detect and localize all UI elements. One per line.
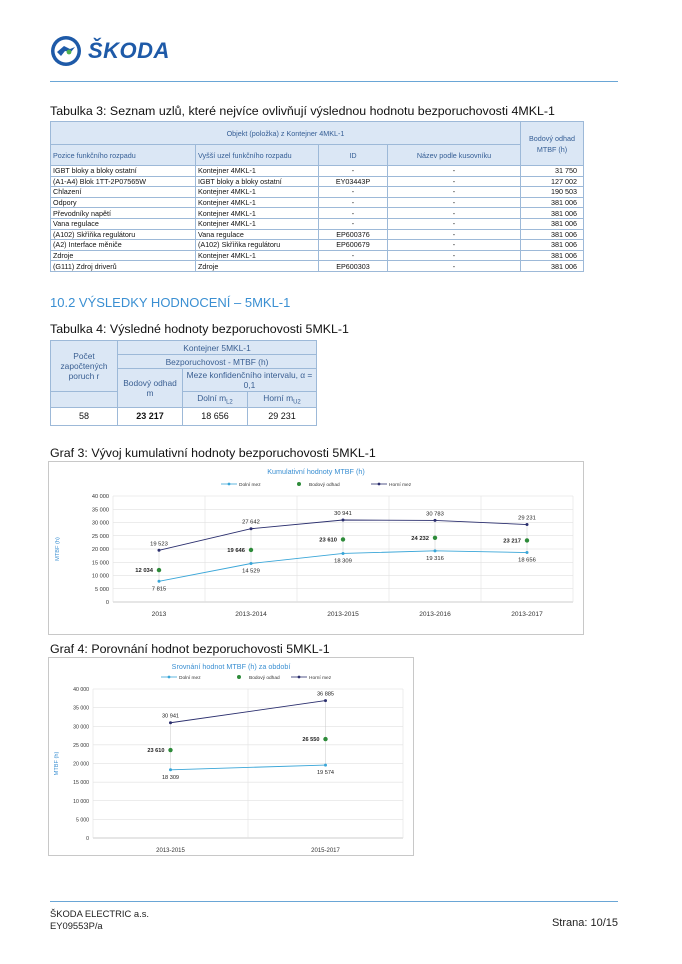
data-point bbox=[526, 551, 529, 554]
legend-marker bbox=[228, 483, 231, 486]
table3-cell-name: - bbox=[388, 166, 521, 177]
data-label: 27 642 bbox=[242, 519, 260, 526]
data-point bbox=[342, 552, 345, 555]
graph4-caption: Graf 4: Porovnání hodnot bezporuchovosti 5MKL-1 bbox=[50, 642, 330, 656]
legend-label: Bodový odhad bbox=[309, 483, 340, 488]
table3-col-mtbf: Bodový odhad MTBF (h) bbox=[521, 122, 584, 166]
data-point bbox=[324, 764, 327, 767]
data-point bbox=[157, 568, 161, 572]
data-label: 23 610 bbox=[319, 537, 337, 544]
table3-col-name: Název podle kusovníku bbox=[388, 145, 521, 166]
table3-cell-parent: Kontejner 4MKL-1 bbox=[196, 187, 319, 198]
legend-label: Bodový odhad bbox=[249, 676, 280, 681]
data-label: 36 885 bbox=[316, 691, 335, 698]
chart-title: Srovnání hodnot MTBF (h) za období bbox=[171, 662, 291, 671]
table3-cell-id: - bbox=[319, 166, 388, 177]
table-row bbox=[51, 208, 584, 219]
table3-cell-id: - bbox=[319, 218, 388, 229]
table4-value-upper: 29 231 bbox=[248, 407, 317, 425]
data-label: 7 815 bbox=[151, 586, 167, 593]
table4-value-r: 58 bbox=[51, 407, 118, 425]
data-label: 30 783 bbox=[426, 511, 444, 518]
data-label: 30 941 bbox=[334, 511, 352, 518]
table3-group-header: Objekt (položka) z Kontejner 4MKL-1 bbox=[51, 122, 521, 145]
table-row bbox=[51, 218, 584, 229]
graph3-frame bbox=[48, 461, 584, 635]
x-tick-label: 2013-2016 bbox=[419, 611, 451, 618]
table3-cell-position: (A2) Interface měniče bbox=[51, 240, 196, 251]
table3-cell-parent: Kontejner 4MKL-1 bbox=[196, 208, 319, 219]
y-tick-label: 20 000 bbox=[91, 547, 109, 553]
data-point bbox=[526, 523, 529, 526]
data-label: 19 574 bbox=[316, 770, 335, 777]
table4-col-lower-sub: L2 bbox=[226, 399, 233, 406]
table3-cell-name: - bbox=[388, 261, 521, 272]
legend-marker bbox=[168, 676, 171, 679]
table3-cell-mtbf: 381 006 bbox=[521, 250, 584, 261]
x-tick-label: 2013-2015 bbox=[327, 611, 359, 618]
table3-cell-id: - bbox=[319, 197, 388, 208]
table4-col-count: Počet započtených poruch r bbox=[51, 341, 118, 392]
table4-col-interval: Meze konfidenčního intervalu, α = 0,1 bbox=[183, 369, 317, 392]
table3-col-id: ID bbox=[319, 145, 388, 166]
header-divider bbox=[50, 81, 618, 82]
data-label: 18 309 bbox=[161, 774, 180, 781]
legend-marker bbox=[298, 676, 301, 679]
legend-label: Dolní mez bbox=[179, 676, 201, 681]
graph4-frame bbox=[48, 657, 414, 856]
y-tick-label: 25 000 bbox=[91, 533, 109, 540]
data-point bbox=[341, 537, 345, 541]
data-label: 14 529 bbox=[242, 568, 260, 575]
data-point bbox=[434, 549, 437, 552]
table3-cell-parent: (A102) Skříňka regulátoru bbox=[196, 240, 319, 251]
y-axis-title: MTBF (h) bbox=[54, 751, 60, 776]
table3-cell-mtbf: 381 006 bbox=[521, 240, 584, 251]
table4-group-mtbf: Bezporuchovost - MTBF (h) bbox=[118, 355, 317, 369]
x-tick-label: 2013-2017 bbox=[511, 611, 543, 618]
table-row bbox=[51, 197, 584, 208]
table4-group-container: Kontejner 5MKL-1 bbox=[118, 341, 317, 355]
graph4-chart bbox=[49, 658, 413, 855]
skoda-logo bbox=[50, 34, 170, 68]
table3-cell-position: (A102) Skříňka regulátoru bbox=[51, 229, 196, 240]
data-point bbox=[324, 699, 327, 702]
y-tick-label: 10 000 bbox=[73, 798, 89, 805]
table-row bbox=[51, 250, 584, 261]
table3-cell-name: - bbox=[388, 250, 521, 261]
data-label: 24 232 bbox=[411, 535, 429, 542]
table3-cell-position: Odpory bbox=[51, 197, 196, 208]
table4-col-lower bbox=[183, 392, 248, 408]
y-tick-label: 0 bbox=[86, 836, 89, 842]
data-point bbox=[434, 519, 437, 522]
table3-cell-id: EP600376 bbox=[319, 229, 388, 240]
table3-cell-id: - bbox=[319, 187, 388, 198]
table3-col-parent: Vyšší uzel funkčního rozpadu bbox=[196, 145, 319, 166]
data-point bbox=[433, 536, 437, 540]
table3-cell-name: - bbox=[388, 240, 521, 251]
table4-caption: Tabulka 4: Výsledné hodnoty bezporuchovosti 5MKL-1 bbox=[50, 322, 349, 336]
table3-cell-mtbf: 381 006 bbox=[521, 218, 584, 229]
x-tick-label: 2013 bbox=[151, 611, 167, 618]
page-number: Strana: 10/15 bbox=[551, 917, 618, 929]
data-point bbox=[250, 527, 253, 530]
graph3-caption: Graf 3: Vývoj kumulativní hodnoty bezporuchovosti 5MKL-1 bbox=[50, 446, 376, 460]
footer-company: ŠKODA ELECTRIC a.s. bbox=[50, 908, 149, 919]
y-tick-label: 25 000 bbox=[73, 742, 89, 749]
data-point bbox=[323, 737, 327, 741]
table3-caption: Tabulka 3: Seznam uzlů, které nejvíce ovlivňují výslednou hodnotu bezporuchovosti 4MKL-1 bbox=[50, 104, 555, 118]
legend-marker bbox=[237, 675, 241, 679]
table3-cell-mtbf: 127 002 bbox=[521, 176, 584, 187]
legend-label: Dolní mez bbox=[239, 483, 261, 488]
table3-cell-position: IGBT bloky a bloky ostatní bbox=[51, 166, 196, 177]
table4-value-point: 23 217 bbox=[118, 407, 183, 425]
footer-divider bbox=[50, 901, 618, 902]
y-tick-label: 5 000 bbox=[76, 817, 89, 824]
y-tick-label: 40 000 bbox=[73, 687, 89, 693]
y-tick-label: 15 000 bbox=[91, 560, 109, 567]
table4 bbox=[50, 340, 317, 426]
data-point bbox=[169, 721, 172, 724]
x-tick-label: 2013-2014 bbox=[235, 611, 267, 618]
data-point bbox=[158, 580, 161, 583]
table4-value-lower: 18 656 bbox=[183, 407, 248, 425]
data-point bbox=[342, 519, 345, 522]
y-tick-label: 5 000 bbox=[95, 586, 109, 593]
table3-cell-position: Převodníky napětí bbox=[51, 208, 196, 219]
y-tick-label: 0 bbox=[105, 600, 109, 606]
table3-cell-name: - bbox=[388, 208, 521, 219]
table3-cell-position: Vana regulace bbox=[51, 218, 196, 229]
table3-cell-name: - bbox=[388, 176, 521, 187]
section-heading: 10.2 VÝSLEDKY HODNOCENÍ – 5MKL-1 bbox=[50, 295, 291, 310]
table4-col-upper-sub: U2 bbox=[293, 399, 301, 406]
table3-cell-id: EP600303 bbox=[319, 261, 388, 272]
table3-cell-position: Chlazení bbox=[51, 187, 196, 198]
skoda-emblem-icon bbox=[50, 35, 82, 67]
table3-cell-name: - bbox=[388, 218, 521, 229]
y-tick-label: 40 000 bbox=[91, 494, 109, 500]
data-point bbox=[158, 549, 161, 552]
table4-col-upper bbox=[248, 392, 317, 408]
table4-col-point-label: Bodový odhad m bbox=[123, 377, 177, 398]
x-tick-label: 2013-2015 bbox=[156, 848, 185, 854]
table3-cell-position: (G111) Zdroj driverů bbox=[51, 261, 196, 272]
data-label: 26 550 bbox=[302, 737, 320, 744]
y-tick-label: 20 000 bbox=[73, 761, 89, 768]
table3-cell-name: - bbox=[388, 229, 521, 240]
data-label: 18 656 bbox=[518, 557, 536, 564]
data-label: 29 231 bbox=[518, 515, 536, 522]
brand-wordmark: ŠKODA bbox=[88, 38, 170, 63]
data-label: 19 646 bbox=[227, 547, 245, 554]
table4-col-point bbox=[118, 369, 183, 408]
data-label: 18 309 bbox=[334, 558, 352, 565]
data-label: 23 217 bbox=[503, 538, 521, 545]
y-tick-label: 30 000 bbox=[73, 724, 89, 731]
table3-cell-parent: Kontejner 4MKL-1 bbox=[196, 197, 319, 208]
table3-cell-name: - bbox=[388, 197, 521, 208]
data-point bbox=[250, 562, 253, 565]
table3-cell-name: - bbox=[388, 187, 521, 198]
legend-marker bbox=[378, 483, 381, 486]
table3-cell-mtbf: 31 750 bbox=[521, 166, 584, 177]
table3-cell-id: - bbox=[319, 208, 388, 219]
data-point bbox=[249, 548, 253, 552]
table4-col-upper-label: Horní m bbox=[263, 393, 294, 403]
y-axis-title: MTBF (h) bbox=[55, 537, 61, 561]
data-label: 19 316 bbox=[426, 555, 444, 562]
data-label: 19 523 bbox=[150, 541, 168, 548]
y-tick-label: 35 000 bbox=[73, 705, 89, 712]
table3-cell-parent: Vana regulace bbox=[196, 229, 319, 240]
table3-cell-mtbf: 381 006 bbox=[521, 229, 584, 240]
legend-marker bbox=[297, 482, 301, 486]
table3-cell-position: Zdroje bbox=[51, 250, 196, 261]
footer-doc-id: EY09553P/a bbox=[50, 920, 103, 931]
legend-label: Horní mez bbox=[389, 483, 412, 488]
series-line-lower bbox=[159, 551, 527, 581]
table3-cell-parent: Zdroje bbox=[196, 261, 319, 272]
table4-col-lower-label: Dolní m bbox=[197, 393, 227, 403]
y-tick-label: 10 000 bbox=[91, 573, 109, 580]
data-label: 12 034 bbox=[135, 568, 153, 575]
data-label: 30 941 bbox=[161, 713, 180, 720]
table3-cell-mtbf: 190 503 bbox=[521, 187, 584, 198]
table-row bbox=[51, 261, 584, 272]
table3-cell-parent: Kontejner 4MKL-1 bbox=[196, 166, 319, 177]
table-row bbox=[51, 166, 584, 177]
table-row bbox=[51, 240, 584, 251]
y-tick-label: 30 000 bbox=[91, 520, 109, 527]
chart-title: Kumulativní hodnoty MTBF (h) bbox=[267, 467, 365, 476]
table3-cell-mtbf: 381 006 bbox=[521, 208, 584, 219]
table3-col-position: Pozice funkčního rozpadu bbox=[51, 145, 196, 166]
table-row bbox=[51, 176, 584, 187]
table3-cell-id: EY03443P bbox=[319, 176, 388, 187]
table4-spacer bbox=[51, 392, 118, 408]
table3-cell-parent: Kontejner 4MKL-1 bbox=[196, 250, 319, 261]
y-tick-label: 35 000 bbox=[91, 507, 109, 514]
table3-cell-position: (A1-A4) Blok 1TT-2P07565W bbox=[51, 176, 196, 187]
table3-cell-id: - bbox=[319, 250, 388, 261]
table3-cell-mtbf: 381 006 bbox=[521, 197, 584, 208]
data-point bbox=[525, 538, 529, 542]
data-point bbox=[169, 768, 172, 771]
table3-cell-mtbf: 381 006 bbox=[521, 261, 584, 272]
table-row bbox=[51, 187, 584, 198]
table3 bbox=[50, 121, 584, 272]
table3-cell-id: EP600679 bbox=[319, 240, 388, 251]
table3-cell-parent: Kontejner 4MKL-1 bbox=[196, 218, 319, 229]
table3-cell-parent: IGBT bloky a bloky ostatní bbox=[196, 176, 319, 187]
graph3-chart bbox=[49, 462, 583, 634]
table-row bbox=[51, 229, 584, 240]
y-tick-label: 15 000 bbox=[73, 780, 89, 787]
data-point bbox=[168, 748, 172, 752]
legend-label: Horní mez bbox=[309, 676, 332, 681]
data-label: 23 610 bbox=[147, 748, 165, 755]
x-tick-label: 2015-2017 bbox=[311, 848, 340, 854]
